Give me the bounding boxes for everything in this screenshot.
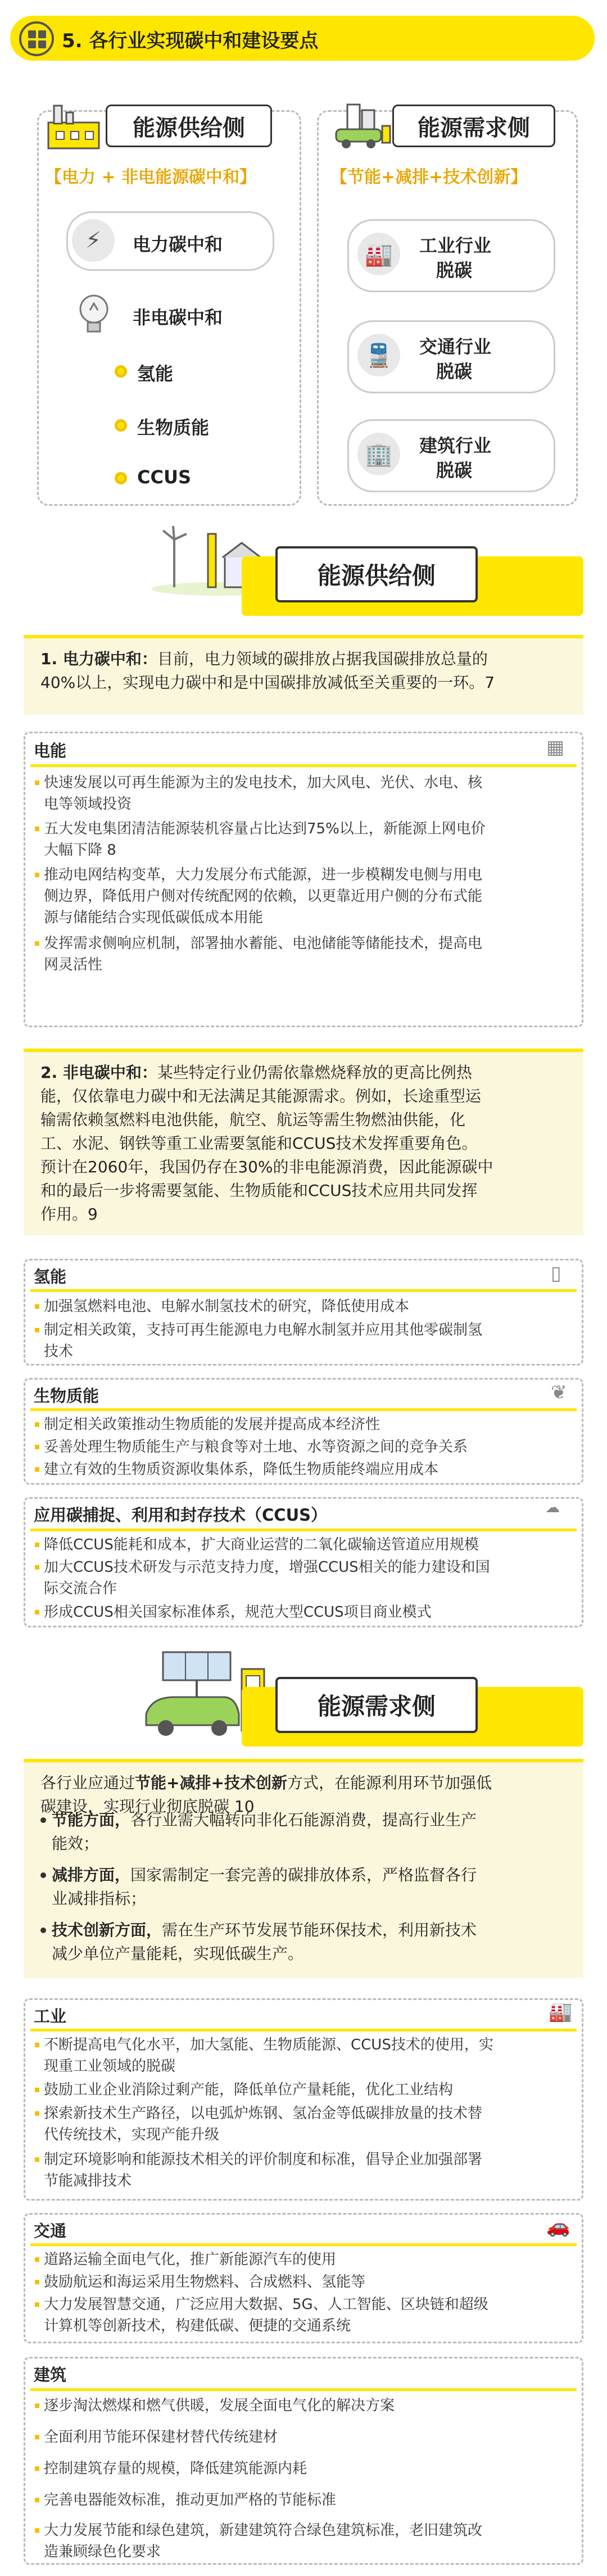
nonpower-intro-text: 预计在2060年，我国仍存在30%的非电能源消费，因此能源碳中	[40, 1158, 493, 1176]
card-divider	[30, 1529, 577, 1531]
nonpower-intro-text: 工、水泥、钢铁等重工业需要氢能和CCUS技术发挥重要角色。	[40, 1134, 478, 1153]
overview-supply-subtitle: 【电力 + 非电能源碳中和】	[45, 167, 257, 187]
demand-section-header-box	[275, 1677, 478, 1733]
card-divider	[30, 2243, 577, 2246]
nonpower-intro-text: 输需依赖氢燃料电池供能，航空、航运等需生物燃油供能，化	[40, 1110, 466, 1129]
demand-item-line1: 交通行业	[419, 336, 492, 357]
nonpower-intro-block	[24, 1049, 583, 1235]
overview-supply-item: 氢能	[137, 363, 174, 384]
industry-item: 探索新技术生产路径，以电弧炉炼钢、氢冶金等低碳排放量的技术替 代传统技术，实现产能升级	[35, 2103, 574, 2146]
electricity-item: 发挥需求侧响应机制，部署抽水蓄能、电池储能等储能技术，提高电 网灵活性	[35, 933, 574, 976]
transport-card-title: 交通	[34, 2221, 67, 2241]
demand-intro-line: 碳建设，实现行业彻底脱碳 10	[40, 1797, 255, 1816]
nonpower-carbon-neutral-label: 非电碳中和	[133, 307, 223, 328]
hydrogen-cell-icon: ▯	[551, 1262, 561, 1285]
electricity-item: 五大发电集团清洁能源装机容量占比达到75%以上，新能源上网电价 大幅下降 8	[35, 818, 574, 861]
industry-item: 鼓励工业企业消除过剩产能，降低单位产量耗能，优化工业结构	[35, 2079, 574, 2101]
demand-section-heading: 能源需求侧	[317, 1693, 436, 1720]
hydrogen-item: 加强氢燃料电池、电解水制氢技术的研究，降低使用成本	[35, 1296, 574, 1317]
building-item: 逐步淘汰燃煤和燃气供暖，发展全面电气化的解决方案	[35, 2395, 574, 2416]
card-divider	[30, 1408, 577, 1411]
nonpower-intro-line	[40, 1061, 567, 1085]
overview-supply-heading: 能源供给侧	[106, 105, 272, 147]
power-intro-text: 目前，电力领域的碳排放占据我国碳排放总量的	[157, 650, 488, 668]
card-divider	[30, 2029, 577, 2031]
industry-icon: 🏭	[357, 233, 400, 275]
solar-panel-icon: ▦	[546, 736, 565, 759]
bullet-dot-icon	[115, 472, 127, 484]
demand-item-line1: 建筑行业	[419, 435, 492, 456]
bullet-dot-icon	[115, 419, 127, 432]
demand-bullet-energy-saving: 节能方面，各行业需大幅转向非化石能源消费，提高行业生产 能效；	[40, 1808, 574, 1856]
ccus-item: 加大CCUS技术研发与示范支持力度，增强CCUS相关的能力建设和国 际交流合作	[35, 1557, 574, 1599]
ccus-item: 降低CCUS能耗和成本，扩大商业运营的二氧化碳输送管道应用规模	[35, 1534, 574, 1555]
biomass-item: 制定相关政策推动生物质能的发展并提高成本经济性	[35, 1414, 574, 1435]
supply-section-heading: 能源供给侧	[317, 562, 436, 589]
power-icon: ⚡	[72, 219, 115, 262]
demand-bullet-emission: 减排方面，国家需制定一套完善的碳排放体系，严格监督各行 业减排指标；	[40, 1863, 574, 1911]
card-divider	[30, 1289, 577, 1292]
transport-item: 鼓励航运和海运采用生物燃料、合成燃料、氢能等	[35, 2271, 574, 2293]
demand-item-line2: 脱碳	[436, 260, 473, 281]
ccus-card-title: 应用碳捕捉、利用和封存技术（CCUS）	[34, 1505, 328, 1525]
power-intro-line	[40, 647, 567, 671]
industry-card-title: 工业	[34, 2007, 67, 2026]
demand-item-line1: 工业行业	[419, 235, 492, 256]
nonpower-intro-text: 能，仅依靠电力碳中和无法满足其能源需求。例如，长途重型运	[40, 1087, 482, 1105]
overview-supply-item: 生物质能	[137, 417, 210, 438]
city-car-icon	[330, 96, 398, 152]
card-divider	[30, 764, 577, 767]
biomass-card-title: 生物质能	[34, 1386, 99, 1405]
demand-bullet-innovation: 技术创新方面，需在生产环节发展节能环保技术，利用新技术 减少单位产量能耗，实现低碳生产。	[40, 1919, 574, 1966]
building-icon: 🏢	[357, 433, 400, 475]
demand-intro-line: 各行业应通过节能+减排+技术创新方式，在能源利用环节加强低	[40, 1774, 492, 1792]
bullet-dot-icon	[115, 365, 127, 378]
overview-supply-item: CCUS	[137, 466, 191, 488]
nonpower-intro-text: 和的最后一步将需要氢能、生物质能和CCUS技术应用共同发挥	[40, 1181, 478, 1200]
factory-icon	[44, 100, 106, 152]
grid-icon	[19, 21, 54, 56]
co2-cloud-icon: ☁	[545, 1499, 560, 1516]
power-intro-block	[24, 635, 583, 715]
power-intro-lead: 1. 电力碳中和：	[40, 650, 157, 668]
overview-demand-heading: 能源需求侧	[392, 105, 555, 147]
page-title: 5. 各行业实现碳中和建设要点	[62, 30, 319, 52]
building-item: 完善电器能效标准，推动更加严格的节能标准	[35, 2489, 574, 2511]
nonpower-intro-text: 某些特定行业仍需依靠燃烧释放的更高比例热	[157, 1063, 472, 1082]
card-divider	[30, 2388, 577, 2391]
power-intro-text: 40%以上，实现电力碳中和是中国碳排放减低至关重要的一环。7	[40, 673, 495, 692]
overview-demand-subtitle: 【节能+减排+技术创新】	[330, 167, 528, 187]
biomass-item: 建立有效的生物质资源收集体系，降低生物质能终端应用成本	[35, 1459, 574, 1480]
demand-item-line2: 脱碳	[436, 460, 473, 481]
supply-section-header-box	[275, 546, 478, 602]
lightbulb-icon	[74, 291, 114, 338]
biomass-item: 妥善处理生物质能生产与粮食等对土地、水等资源之间的竞争关系	[35, 1436, 574, 1458]
nonpower-intro-text: 作用。9	[40, 1205, 98, 1223]
electricity-item: 推动电网结构变革，大力发展分布式能源，进一步模糊发电侧与用电 侧边界，降低用户侧对传统配网的依赖，以更靠近用户侧的分布式能 源与储能结合实现低碳低成本用能	[35, 864, 574, 928]
building-item: 控制建筑存量的规模，降低建筑能源内耗	[35, 2458, 574, 2479]
building-item: 大力发展节能和绿色建筑，新建建筑符合绿色建筑标准，老旧建筑改 造兼顾绿色化要求	[35, 2520, 574, 2563]
transport-item: 道路运输全面电气化，推广新能源汽车的使用	[35, 2249, 574, 2270]
transport-item: 大力发展智慧交通，广泛应用大数据、5G、人工智能、区块链和超级 计算机等创新技术，构建低碳、便捷的交通系统	[35, 2294, 574, 2337]
leaf-icon: ❦	[551, 1381, 567, 1404]
industry-item: 不断提高电气化水平，加大氢能、生物质能源、CCUS技术的使用，实 现重工业领域的脱碳	[35, 2034, 574, 2077]
electricity-card-title: 电能	[34, 741, 67, 760]
factory-small-icon: 🏭	[549, 2001, 573, 2023]
ccus-item: 形成CCUS相关国家标准体系，规范大型CCUS项目商业模式	[35, 1602, 574, 1623]
industry-item: 制定环境影响和能源技术相关的评价制度和标准，倡导企业加强部署 节能减排技术	[35, 2149, 574, 2192]
power-carbon-neutral-label: 电力碳中和	[133, 234, 223, 255]
train-icon: 🚆	[357, 334, 400, 377]
building-item: 全面利用节能环保建材替代传统建材	[35, 2427, 574, 2448]
hydrogen-card-title: 氢能	[34, 1267, 67, 1286]
building-card-title: 建筑	[34, 2365, 67, 2384]
demand-item-line2: 脱碳	[436, 361, 473, 382]
car-icon: 🚗	[546, 2215, 570, 2238]
nonpower-intro-lead: 2. 非电碳中和：	[40, 1063, 157, 1082]
electricity-item: 快速发展以可再生能源为主的发电技术，加大风电、光伏、水电、核 电等领域投资	[35, 772, 574, 815]
hydrogen-item: 制定相关政策，支持可再生能源电力电解水制氢并应用其他零碳制氢 技术	[35, 1319, 574, 1362]
